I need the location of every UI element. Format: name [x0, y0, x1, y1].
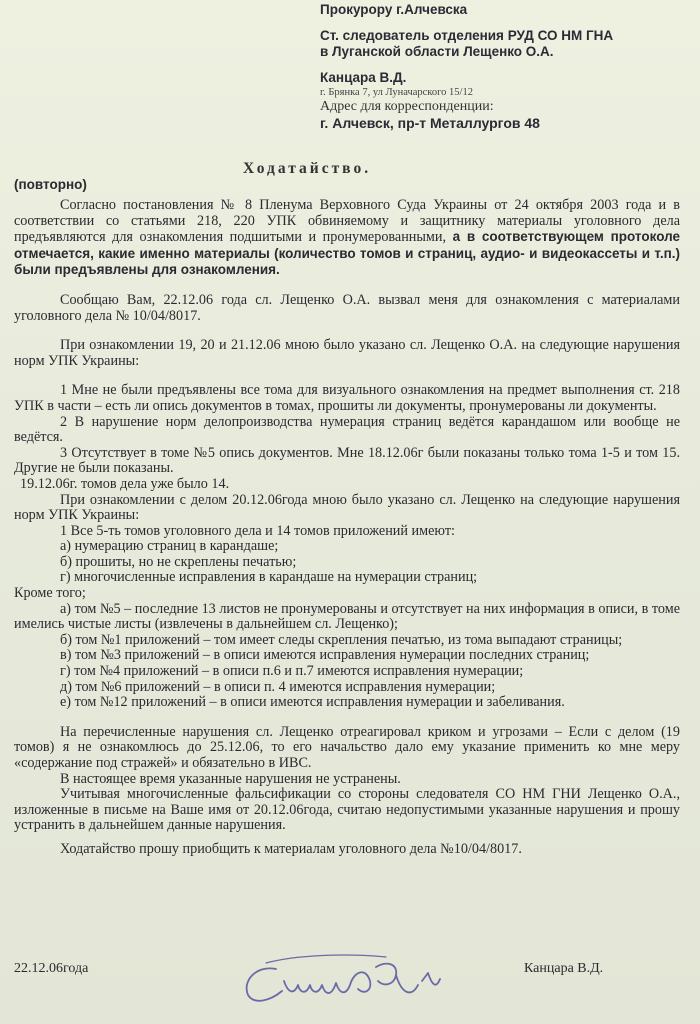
- paragraph-violations-intro: При ознакомлении 19, 20 и 21.12.06 мною было указано сл. Лещенко О.А. на следующие нарушения норм УПК Украины:: [14, 337, 680, 369]
- paragraph-intro: [14, 198, 680, 279]
- sender-name: Канцара В.Д.: [320, 70, 407, 85]
- besides-item-b: б) том №1 приложений – том имеет следы скрепления печатью, из тома выпадают страницы;: [60, 631, 623, 648]
- besides-item-g: г) том №4 приложений – в описи п.6 и п.7 имеются исправления нумерации;: [60, 663, 524, 680]
- violation-3: 3 Отсутствует в томе №5 опись документов. Мне 18.12.06г были показаны только тома 1-5 и том 15. Другие не были показаны.: [14, 444, 680, 477]
- recipient: Прокурору г.Алчевска: [320, 2, 468, 17]
- correspondence-address: г. Алчевск, пр-т Металлургов 48: [320, 115, 540, 131]
- investigator-line-1: Ст. следователь отделения РУД СО НМ ГНА: [320, 28, 614, 43]
- besides-item-e: е) том №12 приложений – в описи имеются исправления нумерации и забеливания.: [60, 694, 565, 711]
- besides-label: Кроме того;: [14, 585, 86, 602]
- besides-item-a: а) том №5 – последние 13 листов не пронумерованы и отсутствует на них информация в описи, в томе имелись чистые листы (извлечены в дальнейшем сл. Лещенко);: [14, 600, 680, 633]
- besides-item-v: в) том №3 приложений – в описи имеются исправления нумерации последних страниц;: [60, 647, 590, 664]
- list-item-a: а) нумерацию страниц в карандаше;: [60, 538, 279, 555]
- document-footer: [14, 961, 680, 1011]
- besides-item-d: д) том №6 приложений – в описи п. 4 имеются исправления нумерации;: [60, 678, 496, 695]
- paragraph-summons: Сообщаю Вам, 22.12.06 года сл. Лещенко О.А. вызвал меня для ознакомления с материалами уголовного дела № 10/04/8017.: [14, 291, 680, 324]
- violation-2: 2 В нарушение норм делопроизводства нумерация страниц ведётся карандашом или вообще не ведётся.: [14, 413, 680, 446]
- list-item-g: г) многочисленные исправления в карандаше на нумерации страниц;: [60, 569, 478, 586]
- paragraph-second-review: При ознакомлении с делом 20.12.06года мною было указано сл. Лещенко на следующие нарушения норм УПК Украины:: [14, 491, 680, 524]
- violation-3-note: 19.12.06г. томов дела уже было 14.: [20, 475, 230, 492]
- correspondence-label: Адрес для корреспонденции:: [320, 99, 494, 114]
- paragraph-threats: На перечисленные нарушения сл. Лещенко отреагировал криком и угрозами – Если с делом (19 томов) я не ознакомлюсь до 25.12.06, то его начальство дало ему указание применить ко мне меру «содержание под стражей» и обязательно в ИВС.: [14, 723, 680, 771]
- paragraph-request: Учитывая многочисленные фальсификации со стороны следователя СО НМ ГНИ Лещенко О.А., изложенные в письме на Ваше имя от 20.12.06года, считаю недопустимыми указанные нарушения и прошу устранить в дальнейшем данные нарушения.: [14, 786, 680, 834]
- list-all-volumes: 1 Все 5-ть томов уголовного дела и 14 томов приложений имеют:: [60, 522, 455, 539]
- document-date: 22.12.06года: [14, 961, 89, 976]
- paragraph-attach: Ходатайство прошу приобщить к материалам уголовного дела №10/04/8017.: [60, 840, 522, 857]
- violation-1: 1 Мне не были предъявлены все тома для визуального ознакомления на предмет выполнения ст. 218 УПК в части – есть ли опись документов в томах, прошиты ли документы, пронумерованы ли документы.: [14, 382, 680, 414]
- paragraph-not-fixed: В настоящее время указанные нарушения не устранены.: [60, 770, 401, 787]
- investigator-line-2: в Луганской области Лещенко О.А.: [320, 44, 554, 59]
- sender-address: г. Брянка 7, ул Луначарского 15/12: [320, 87, 473, 98]
- letter-header: [320, 2, 690, 132]
- signatory-name: Канцара В.Д.: [524, 961, 604, 976]
- repeat-note: (повторно): [14, 177, 87, 192]
- document-title: Ходатайство.: [243, 160, 372, 177]
- list-item-b: б) прошиты, но не скреплены печатью;: [60, 553, 297, 570]
- signature-image: [236, 951, 446, 1006]
- intro-text: Согласно постановления № 8 Пленума Верховного Суда Украины от 24 октября 2003 года и в соответствии со статьями 218, 220 УПК обвиняемому и защитнику материалы уголовного дела предъявляются для ознакомления подшитыми и пронумерованными,: [14, 197, 680, 246]
- intro-bold-text: а в соответствующем протоколе отмечается, какие именно материалы (количество томов и страниц, аудио- и видеокассеты и т.п.) были предъявлены для ознакомления.: [14, 229, 681, 278]
- document-body: [14, 198, 680, 858]
